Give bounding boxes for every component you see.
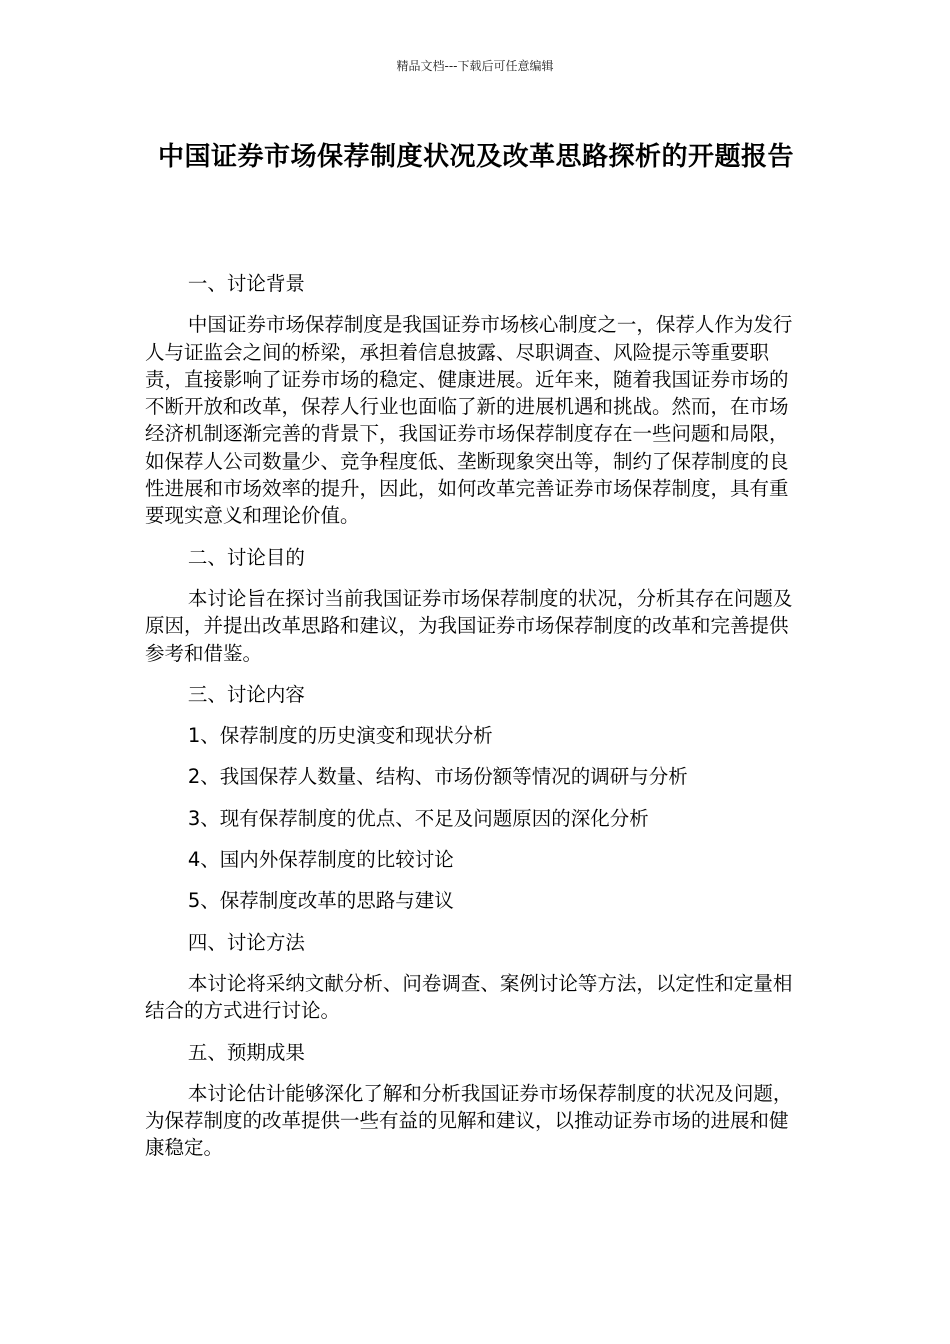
content-list-item: 4、国内外保荐制度的比较讨论 — [187, 848, 454, 872]
document-title: 中国证券市场保荐制度状况及改革思路探析的开题报告 — [157, 142, 794, 172]
section-body-purpose: 本讨论旨在探讨当前我国证券市场保荐制度的状况，分析其存在问题及原因，并提出改革思路和建议，为我国证券市场保荐制度的改革和完善提供参考和借鉴。 — [145, 586, 793, 665]
section-heading-outcome: 五、预期成果 — [187, 1040, 305, 1064]
section-body-outcome: 本讨论估计能够深化了解和分析我国证券市场保荐制度的状况及问题，为保荐制度的改革提供一些有益的见解和建议，以推动证券市场的进展和健康稳定。 — [145, 1081, 793, 1160]
content-list-item: 3、现有保荐制度的优点、不足及问题原因的深化分析 — [187, 806, 649, 830]
section-body-background: 中国证券市场保荐制度是我国证券市场核心制度之一，保荐人作为发行人与证监会之间的桥梁，承担着信息披露、尽职调查、风险提示等重要职责，直接影响了证券市场的稳定、健康进展。近年来，随着我国证券市场的不断开放和改革，保荐人行业也面临了新的进展机遇和挑战。然而，在市场经济机制逐渐完善的背景下，我国证券市场保荐制度存在一些问题和局限，如保荐人公司数量少、竞争程度低、垄断现象突出等，制约了保荐制度的良性进展和市场效率的提升，因此，如何改革完善证券市场保荐制度，具有重要现实意义和理论价值。 — [145, 313, 793, 528]
section-body-method: 本讨论将采纳文献分析、问卷调查、案例讨论等方法，以定性和定量相结合的方式进行讨论。 — [145, 971, 793, 1023]
content-list-item: 1、保荐制度的历史演变和现状分析 — [187, 724, 493, 748]
document-body — [145, 270, 795, 1176]
section-heading-contents: 三、讨论内容 — [187, 682, 305, 706]
header-note: 精品文档---下载后可任意编辑 — [396, 59, 554, 73]
section-heading-method: 四、讨论方法 — [187, 930, 305, 954]
section-heading-background: 一、讨论背景 — [187, 272, 305, 295]
content-list-item: 2、我国保荐人数量、结构、市场份额等情况的调研与分析 — [187, 765, 688, 789]
section-heading-purpose: 二、讨论目的 — [187, 545, 305, 569]
content-list-item: 5、保荐制度改革的思路与建议 — [187, 889, 454, 913]
